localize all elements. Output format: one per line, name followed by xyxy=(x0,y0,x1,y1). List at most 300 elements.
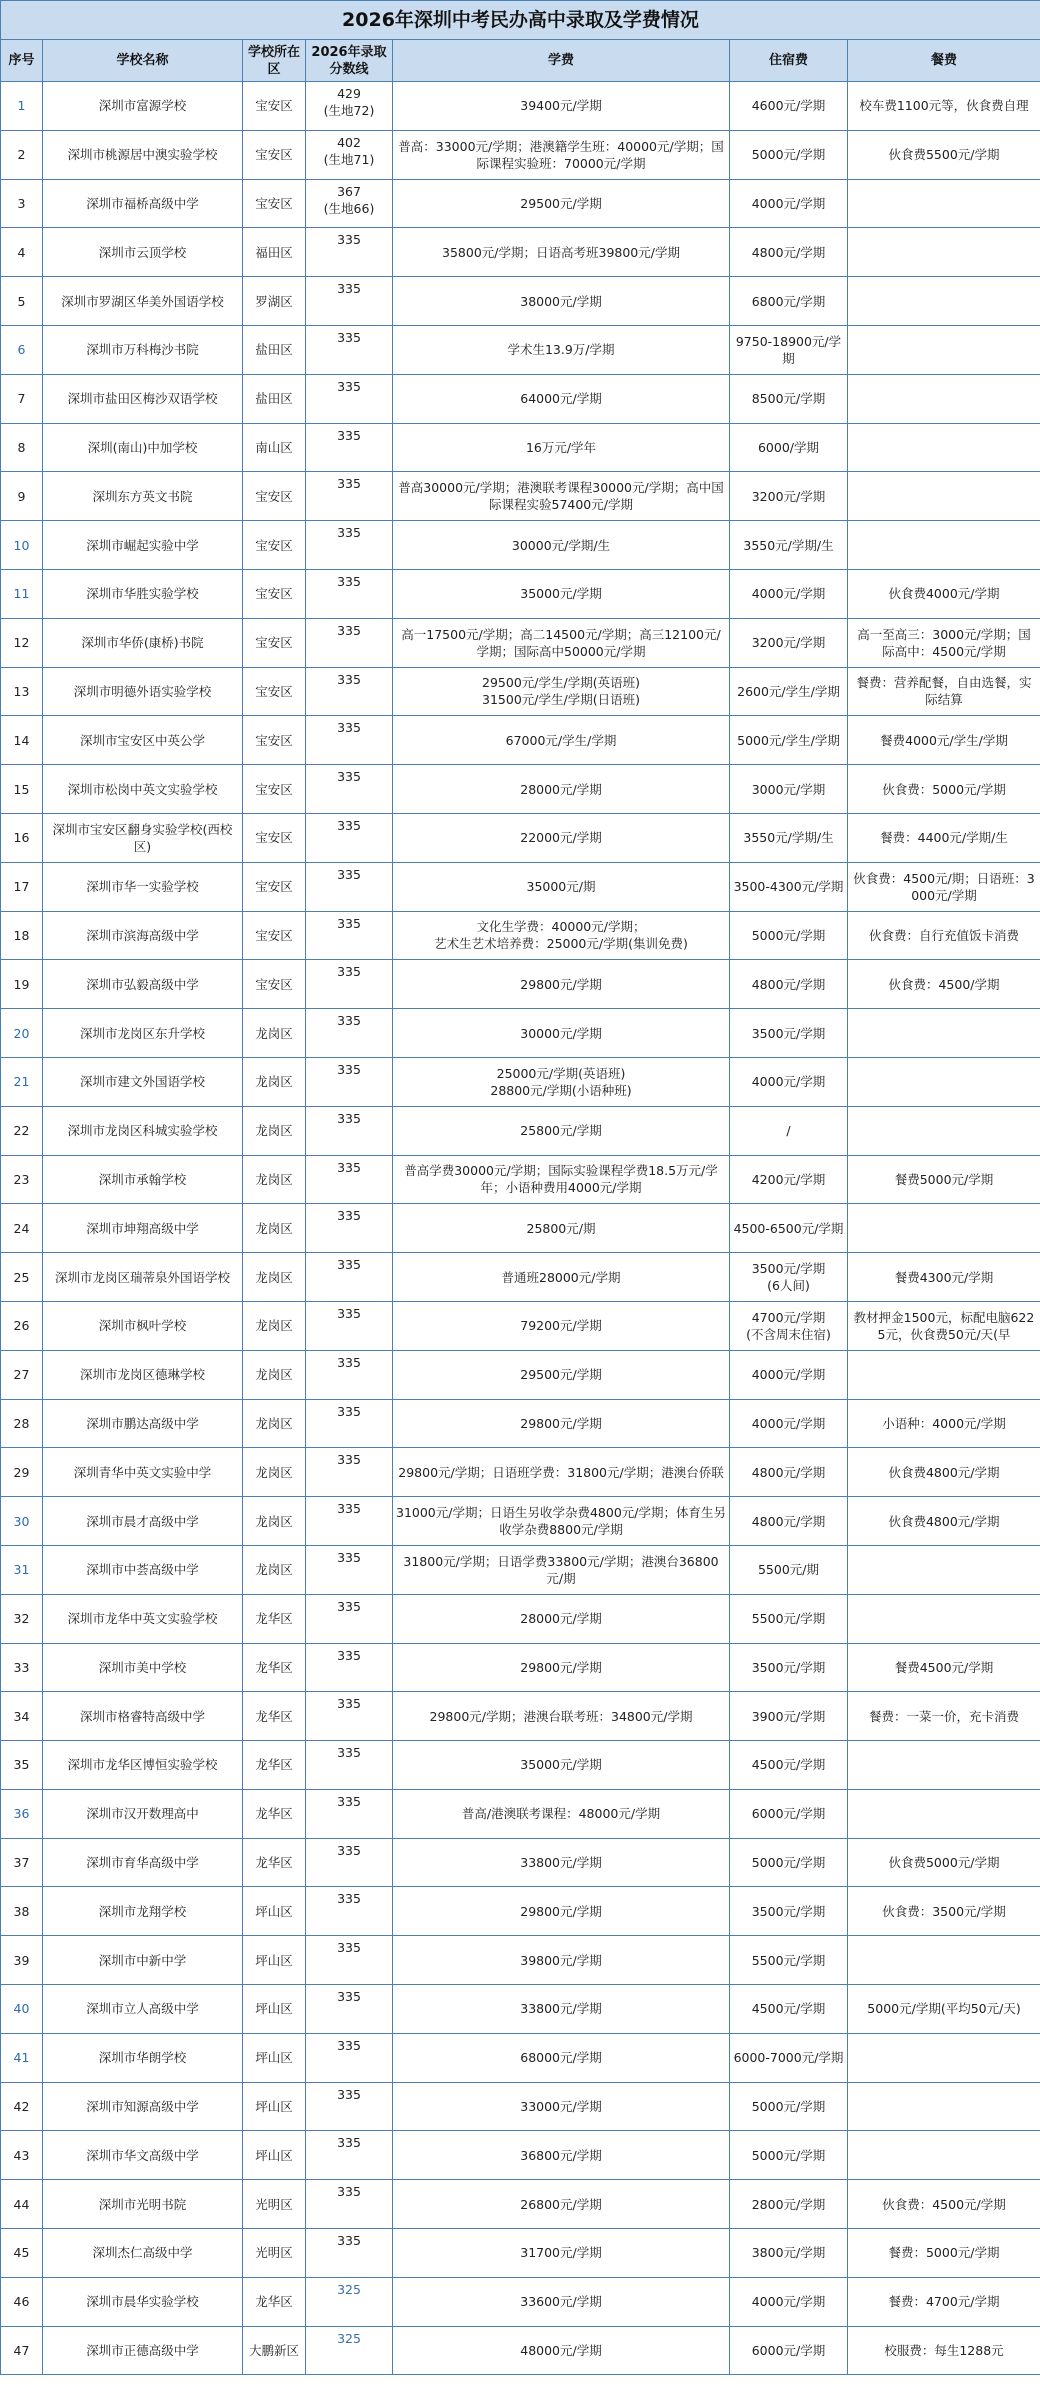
cell-score: 335 xyxy=(306,1057,393,1106)
cell-tuition: 33600元/学期 xyxy=(393,2277,730,2326)
cell-housing: 4500元/学期 xyxy=(730,1741,848,1790)
cell-district: 龙岗区 xyxy=(243,1057,306,1106)
table-row xyxy=(1,911,1040,960)
cell-district: 宝安区 xyxy=(243,960,306,1009)
cell-score: 335 xyxy=(306,374,393,423)
cell-tuition: 22000元/学期 xyxy=(393,813,730,862)
cell-tuition: 35000元/期 xyxy=(393,862,730,911)
cell-tuition: 普高30000元/学期；港澳联考课程30000元/学期；高中国际课程实验57400元/学期 xyxy=(393,472,730,521)
cell-district: 宝安区 xyxy=(243,82,306,131)
cell-seq: 32 xyxy=(1,1594,43,1643)
cell-district: 宝安区 xyxy=(243,569,306,618)
cell-district: 龙岗区 xyxy=(243,1350,306,1399)
cell-school-name: 深圳市弘毅高级中学 xyxy=(43,960,243,1009)
cell-meal xyxy=(848,1936,1040,1985)
cell-district: 光明区 xyxy=(243,2229,306,2278)
cell-meal xyxy=(848,1057,1040,1106)
cell-district: 坪山区 xyxy=(243,1887,306,1936)
cell-district: 龙华区 xyxy=(243,1643,306,1692)
table-row xyxy=(1,1497,1040,1546)
cell-seq: 23 xyxy=(1,1155,43,1204)
cell-score: 335 xyxy=(306,2131,393,2180)
cell-school-name: 深圳市育华高级中学 xyxy=(43,1838,243,1887)
table-row xyxy=(1,2131,1040,2180)
table-row xyxy=(1,2277,1040,2326)
cell-school-name: 深圳市明德外语实验学校 xyxy=(43,667,243,716)
cell-seq: 9 xyxy=(1,472,43,521)
cell-district: 龙华区 xyxy=(243,2277,306,2326)
table-row xyxy=(1,82,1040,131)
cell-district: 宝安区 xyxy=(243,618,306,667)
cell-seq: 25 xyxy=(1,1253,43,1302)
cell-district: 宝安区 xyxy=(243,813,306,862)
cell-seq: 13 xyxy=(1,667,43,716)
table-row xyxy=(1,569,1040,618)
cell-housing: 5500元/期 xyxy=(730,1545,848,1594)
cell-seq: 8 xyxy=(1,423,43,472)
cell-district: 南山区 xyxy=(243,423,306,472)
cell-housing: 4800元/学期 xyxy=(730,1448,848,1497)
cell-meal: 伙食费：4500元/期；日语班：3000元/学期 xyxy=(848,862,1040,911)
cell-seq: 1 xyxy=(1,82,43,131)
cell-housing: 5000元/学期 xyxy=(730,1838,848,1887)
cell-score: 335 xyxy=(306,1253,393,1302)
cell-meal: 伙食费：自行充值饭卡消费 xyxy=(848,911,1040,960)
table-row xyxy=(1,1106,1040,1155)
cell-score: 335 xyxy=(306,1887,393,1936)
cell-meal xyxy=(848,1594,1040,1643)
cell-housing: 4800元/学期 xyxy=(730,960,848,1009)
table-body xyxy=(1,82,1040,2375)
cell-school-name: 深圳市富源学校 xyxy=(43,82,243,131)
cell-score: 335 xyxy=(306,1985,393,2034)
cell-housing: 6000/学期 xyxy=(730,423,848,472)
cell-seq: 35 xyxy=(1,1741,43,1790)
cell-tuition: 35000元/学期 xyxy=(393,569,730,618)
cell-school-name: 深圳市宝安区中英公学 xyxy=(43,716,243,765)
cell-score: 335 xyxy=(306,1204,393,1253)
cell-tuition: 25800元/期 xyxy=(393,1204,730,1253)
cell-housing: 3500元/学期 (6人间) xyxy=(730,1253,848,1302)
cell-housing: 3000元/学期 xyxy=(730,765,848,814)
cell-score: 335 xyxy=(306,1838,393,1887)
table-row xyxy=(1,1204,1040,1253)
header-district: 学校所在区 xyxy=(243,40,306,82)
table-row xyxy=(1,521,1040,570)
cell-school-name: 深圳市华朗学校 xyxy=(43,2033,243,2082)
cell-school-name: 深圳市龙岗区德琳学校 xyxy=(43,1350,243,1399)
cell-district: 宝安区 xyxy=(243,179,306,228)
cell-seq: 2 xyxy=(1,130,43,179)
cell-school-name: 深圳市桃源居中澳实验学校 xyxy=(43,130,243,179)
cell-meal: 伙食费：5000元/学期 xyxy=(848,765,1040,814)
table-row xyxy=(1,618,1040,667)
cell-school-name: 深圳市松岗中英文实验学校 xyxy=(43,765,243,814)
cell-tuition: 29800元/学期 xyxy=(393,960,730,1009)
cell-seq: 12 xyxy=(1,618,43,667)
cell-meal xyxy=(848,423,1040,472)
cell-district: 龙岗区 xyxy=(243,1545,306,1594)
cell-score: 335 xyxy=(306,2229,393,2278)
cell-tuition: 29800元/学期；日语班学费：31800元/学期；港澳台侨联 xyxy=(393,1448,730,1497)
cell-seq: 26 xyxy=(1,1301,43,1350)
table-row xyxy=(1,1741,1040,1790)
cell-district: 宝安区 xyxy=(243,862,306,911)
header-tuition: 学费 xyxy=(393,40,730,82)
cell-meal xyxy=(848,179,1040,228)
table-row xyxy=(1,1594,1040,1643)
cell-housing: 4000元/学期 xyxy=(730,569,848,618)
table-row xyxy=(1,765,1040,814)
cell-district: 龙岗区 xyxy=(243,1106,306,1155)
cell-tuition: 35000元/学期 xyxy=(393,1741,730,1790)
cell-meal: 5000元/学期(平均50元/天) xyxy=(848,1985,1040,2034)
cell-tuition: 33800元/学期 xyxy=(393,1838,730,1887)
cell-score: 335 xyxy=(306,1106,393,1155)
cell-tuition: 39400元/学期 xyxy=(393,82,730,131)
cell-score: 335 xyxy=(306,1497,393,1546)
cell-housing: 5000元/学期 xyxy=(730,130,848,179)
cell-tuition: 普通班28000元/学期 xyxy=(393,1253,730,1302)
table-row xyxy=(1,179,1040,228)
cell-school-name: 深圳市崛起实验中学 xyxy=(43,521,243,570)
cell-seq: 33 xyxy=(1,1643,43,1692)
cell-meal: 伙食费4800元/学期 xyxy=(848,1448,1040,1497)
cell-school-name: 深圳市华胜实验学校 xyxy=(43,569,243,618)
table-row xyxy=(1,277,1040,326)
cell-tuition: 29800元/学期；港澳台联考班：34800元/学期 xyxy=(393,1692,730,1741)
cell-score: 335 xyxy=(306,716,393,765)
cell-seq: 47 xyxy=(1,2326,43,2375)
cell-meal: 餐费4300元/学期 xyxy=(848,1253,1040,1302)
cell-seq: 28 xyxy=(1,1399,43,1448)
cell-school-name: 深圳市光明书院 xyxy=(43,2180,243,2229)
cell-school-name: 深圳市万科梅沙书院 xyxy=(43,325,243,374)
cell-meal xyxy=(848,521,1040,570)
cell-meal xyxy=(848,1106,1040,1155)
cell-district: 坪山区 xyxy=(243,2082,306,2131)
cell-district: 坪山区 xyxy=(243,2033,306,2082)
cell-tuition: 67000元/学生/学期 xyxy=(393,716,730,765)
cell-housing: 3200元/学期 xyxy=(730,618,848,667)
cell-seq: 41 xyxy=(1,2033,43,2082)
cell-housing: 4500元/学期 xyxy=(730,1985,848,2034)
cell-district: 龙岗区 xyxy=(243,1155,306,1204)
cell-score: 335 xyxy=(306,1399,393,1448)
table-row xyxy=(1,130,1040,179)
cell-meal: 餐费4500元/学期 xyxy=(848,1643,1040,1692)
cell-score: 335 xyxy=(306,1301,393,1350)
cell-seq: 40 xyxy=(1,1985,43,2034)
cell-tuition: 33800元/学期 xyxy=(393,1985,730,2034)
cell-tuition: 36800元/学期 xyxy=(393,2131,730,2180)
table-row xyxy=(1,1009,1040,1058)
cell-school-name: 深圳市云顶学校 xyxy=(43,228,243,277)
cell-housing: 6000-7000元/学期 xyxy=(730,2033,848,2082)
cell-housing: 3550元/学期/生 xyxy=(730,521,848,570)
cell-district: 盐田区 xyxy=(243,374,306,423)
table-row xyxy=(1,1985,1040,2034)
cell-score: 367 (生地66) xyxy=(306,179,393,228)
cell-score: 335 xyxy=(306,1936,393,1985)
cell-seq: 31 xyxy=(1,1545,43,1594)
cell-district: 龙岗区 xyxy=(243,1301,306,1350)
cell-tuition: 29500元/学生/学期(英语班) 31500元/学生/学期(日语班) xyxy=(393,667,730,716)
cell-school-name: 深圳东方英文书院 xyxy=(43,472,243,521)
cell-seq: 11 xyxy=(1,569,43,618)
cell-housing: 3500元/学期 xyxy=(730,1643,848,1692)
cell-district: 龙华区 xyxy=(243,1594,306,1643)
cell-housing: 4000元/学期 xyxy=(730,1350,848,1399)
cell-district: 光明区 xyxy=(243,2180,306,2229)
header-score: 2026年录取分数线 xyxy=(306,40,393,82)
table-row xyxy=(1,2229,1040,2278)
cell-tuition: 38000元/学期 xyxy=(393,277,730,326)
cell-meal: 伙食费5000元/学期 xyxy=(848,1838,1040,1887)
cell-housing: 4700元/学期 (不含周末住宿) xyxy=(730,1301,848,1350)
cell-meal xyxy=(848,472,1040,521)
cell-seq: 43 xyxy=(1,2131,43,2180)
cell-score: 335 xyxy=(306,1692,393,1741)
cell-seq: 6 xyxy=(1,325,43,374)
cell-housing: 2600元/学生/学期 xyxy=(730,667,848,716)
cell-school-name: 深圳市龙岗区东升学校 xyxy=(43,1009,243,1058)
cell-seq: 24 xyxy=(1,1204,43,1253)
table-row xyxy=(1,1155,1040,1204)
cell-seq: 38 xyxy=(1,1887,43,1936)
cell-housing: / xyxy=(730,1106,848,1155)
cell-tuition: 29500元/学期 xyxy=(393,179,730,228)
table-row xyxy=(1,960,1040,1009)
cell-score: 335 xyxy=(306,862,393,911)
cell-tuition: 48000元/学期 xyxy=(393,2326,730,2375)
cell-school-name: 深圳市鹏达高级中学 xyxy=(43,1399,243,1448)
cell-school-name: 深圳市中新中学 xyxy=(43,1936,243,1985)
cell-housing: 5000元/学生/学期 xyxy=(730,716,848,765)
cell-tuition: 33000元/学期 xyxy=(393,2082,730,2131)
cell-tuition: 35800元/学期；日语高考班39800元/学期 xyxy=(393,228,730,277)
cell-tuition: 29800元/学期 xyxy=(393,1643,730,1692)
cell-district: 龙岗区 xyxy=(243,1009,306,1058)
cell-tuition: 39800元/学期 xyxy=(393,1936,730,1985)
cell-seq: 19 xyxy=(1,960,43,1009)
cell-meal xyxy=(848,228,1040,277)
cell-meal: 伙食费：4500元/学期 xyxy=(848,2180,1040,2229)
cell-school-name: 深圳市龙岗区瑞蒂泉外国语学校 xyxy=(43,1253,243,1302)
cell-housing: 4500-6500元/学期 xyxy=(730,1204,848,1253)
cell-district: 龙岗区 xyxy=(243,1448,306,1497)
cell-district: 坪山区 xyxy=(243,1985,306,2034)
cell-tuition: 29800元/学期 xyxy=(393,1887,730,1936)
cell-tuition: 普高学费30000元/学期；国际实验课程学费18.5万元/学年；小语种费用4000元/学期 xyxy=(393,1155,730,1204)
cell-meal: 餐费4000元/学生/学期 xyxy=(848,716,1040,765)
cell-district: 宝安区 xyxy=(243,716,306,765)
cell-school-name: 深圳市正德高级中学 xyxy=(43,2326,243,2375)
cell-tuition: 普高：33000元/学期；港澳籍学生班：40000元/学期；国际课程实验班：70000元/学期 xyxy=(393,130,730,179)
cell-score: 335 xyxy=(306,911,393,960)
cell-tuition: 28000元/学期 xyxy=(393,1594,730,1643)
table-row xyxy=(1,228,1040,277)
cell-score: 335 xyxy=(306,1448,393,1497)
table-row xyxy=(1,1253,1040,1302)
cell-district: 宝安区 xyxy=(243,521,306,570)
cell-score: 335 xyxy=(306,1594,393,1643)
cell-seq: 5 xyxy=(1,277,43,326)
cell-meal: 伙食费4800元/学期 xyxy=(848,1497,1040,1546)
cell-seq: 42 xyxy=(1,2082,43,2131)
cell-school-name: 深圳青华中英文实验中学 xyxy=(43,1448,243,1497)
cell-housing: 5000元/学期 xyxy=(730,2082,848,2131)
table-row xyxy=(1,1789,1040,1838)
table-row xyxy=(1,1887,1040,1936)
header-seq: 序号 xyxy=(1,40,43,82)
cell-score: 335 xyxy=(306,2082,393,2131)
table-row xyxy=(1,374,1040,423)
cell-seq: 7 xyxy=(1,374,43,423)
cell-tuition: 68000元/学期 xyxy=(393,2033,730,2082)
cell-score: 402 (生地71) xyxy=(306,130,393,179)
cell-housing: 5000元/学期 xyxy=(730,2131,848,2180)
cell-district: 宝安区 xyxy=(243,667,306,716)
cell-housing: 3800元/学期 xyxy=(730,2229,848,2278)
cell-housing: 6000元/学期 xyxy=(730,1789,848,1838)
cell-seq: 17 xyxy=(1,862,43,911)
cell-score: 335 xyxy=(306,1009,393,1058)
cell-housing: 3550元/学期/生 xyxy=(730,813,848,862)
cell-seq: 46 xyxy=(1,2277,43,2326)
cell-school-name: 深圳市立人高级中学 xyxy=(43,1985,243,2034)
cell-meal: 餐费：4700元/学期 xyxy=(848,2277,1040,2326)
cell-score: 335 xyxy=(306,2180,393,2229)
cell-score: 335 xyxy=(306,1643,393,1692)
cell-tuition: 文化生学费：40000元/学期； 艺术生艺术培养费：25000元/学期(集训免费) xyxy=(393,911,730,960)
cell-score: 335 xyxy=(306,1741,393,1790)
cell-housing: 3500元/学期 xyxy=(730,1887,848,1936)
cell-seq: 27 xyxy=(1,1350,43,1399)
cell-district: 大鹏新区 xyxy=(243,2326,306,2375)
cell-school-name: 深圳市龙华区博恒实验学校 xyxy=(43,1741,243,1790)
cell-district: 龙华区 xyxy=(243,1789,306,1838)
cell-district: 龙华区 xyxy=(243,1741,306,1790)
cell-meal xyxy=(848,277,1040,326)
table-row xyxy=(1,862,1040,911)
cell-housing: 4000元/学期 xyxy=(730,1399,848,1448)
cell-district: 宝安区 xyxy=(243,130,306,179)
cell-score: 335 xyxy=(306,667,393,716)
cell-tuition: 29500元/学期 xyxy=(393,1350,730,1399)
cell-school-name: 深圳市宝安区翻身实验学校(西校区) xyxy=(43,813,243,862)
cell-seq: 45 xyxy=(1,2229,43,2278)
header-school-name: 学校名称 xyxy=(43,40,243,82)
cell-district: 福田区 xyxy=(243,228,306,277)
cell-housing: 9750-18900元/学期 xyxy=(730,325,848,374)
cell-tuition: 30000元/学期/生 xyxy=(393,521,730,570)
cell-district: 龙华区 xyxy=(243,1838,306,1887)
cell-tuition: 30000元/学期 xyxy=(393,1009,730,1058)
cell-school-name: 深圳市美中学校 xyxy=(43,1643,243,1692)
cell-score: 325 xyxy=(306,2277,393,2326)
cell-district: 坪山区 xyxy=(243,1936,306,1985)
cell-housing: 4000元/学期 xyxy=(730,2277,848,2326)
cell-seq: 20 xyxy=(1,1009,43,1058)
cell-housing: 5000元/学期 xyxy=(730,911,848,960)
cell-school-name: 深圳杰仁高级中学 xyxy=(43,2229,243,2278)
cell-tuition: 28000元/学期 xyxy=(393,765,730,814)
cell-score: 335 xyxy=(306,423,393,472)
table-row xyxy=(1,1838,1040,1887)
table-row xyxy=(1,2326,1040,2375)
cell-tuition: 25000元/学期(英语班) 28800元/学期(小语种班) xyxy=(393,1057,730,1106)
cell-school-name: 深圳(南山)中加学校 xyxy=(43,423,243,472)
cell-meal: 伙食费5500元/学期 xyxy=(848,130,1040,179)
cell-seq: 34 xyxy=(1,1692,43,1741)
cell-housing: 6800元/学期 xyxy=(730,277,848,326)
cell-housing: 2800元/学期 xyxy=(730,2180,848,2229)
cell-school-name: 深圳市格睿特高级中学 xyxy=(43,1692,243,1741)
cell-seq: 30 xyxy=(1,1497,43,1546)
cell-score: 335 xyxy=(306,618,393,667)
cell-housing: 3500-4300元/学期 xyxy=(730,862,848,911)
cell-school-name: 深圳市建文外国语学校 xyxy=(43,1057,243,1106)
cell-tuition: 高一17500元/学期；高二14500元/学期；高三12100元/学期；国际高中50000元/学期 xyxy=(393,618,730,667)
cell-district: 盐田区 xyxy=(243,325,306,374)
cell-school-name: 深圳市盐田区梅沙双语学校 xyxy=(43,374,243,423)
cell-school-name: 深圳市坤翔高级中学 xyxy=(43,1204,243,1253)
cell-tuition: 79200元/学期 xyxy=(393,1301,730,1350)
cell-seq: 10 xyxy=(1,521,43,570)
cell-school-name: 深圳市龙翔学校 xyxy=(43,1887,243,1936)
cell-seq: 36 xyxy=(1,1789,43,1838)
cell-school-name: 深圳市承翰学校 xyxy=(43,1155,243,1204)
cell-score: 335 xyxy=(306,765,393,814)
cell-meal: 餐费：营养配餐，自由选餐，实际结算 xyxy=(848,667,1040,716)
cell-meal xyxy=(848,1545,1040,1594)
cell-meal xyxy=(848,2131,1040,2180)
cell-tuition: 普高/港澳联考课程：48000元/学期 xyxy=(393,1789,730,1838)
cell-seq: 39 xyxy=(1,1936,43,1985)
cell-meal: 校服费：每生1288元 xyxy=(848,2326,1040,2375)
cell-meal: 校车费1100元等，伙食费自理 xyxy=(848,82,1040,131)
table-row xyxy=(1,813,1040,862)
cell-district: 坪山区 xyxy=(243,2131,306,2180)
cell-district: 龙岗区 xyxy=(243,1399,306,1448)
cell-meal xyxy=(848,1009,1040,1058)
cell-school-name: 深圳市汉开数理高中 xyxy=(43,1789,243,1838)
cell-district: 宝安区 xyxy=(243,765,306,814)
table-row xyxy=(1,472,1040,521)
cell-meal: 教材押金1500元，标配电脑6225元，伙食费50元/天(早 xyxy=(848,1301,1040,1350)
cell-school-name: 深圳市福桥高级中学 xyxy=(43,179,243,228)
cell-tuition: 25800元/学期 xyxy=(393,1106,730,1155)
cell-school-name: 深圳市知源高级中学 xyxy=(43,2082,243,2131)
cell-housing: 8500元/学期 xyxy=(730,374,848,423)
cell-meal: 伙食费：3500元/学期 xyxy=(848,1887,1040,1936)
cell-meal xyxy=(848,1741,1040,1790)
cell-school-name: 深圳市滨海高级中学 xyxy=(43,911,243,960)
cell-school-name: 深圳市龙华中英文实验学校 xyxy=(43,1594,243,1643)
cell-school-name: 深圳市枫叶学校 xyxy=(43,1301,243,1350)
cell-score: 335 xyxy=(306,960,393,1009)
header-housing: 住宿费 xyxy=(730,40,848,82)
cell-housing: 4800元/学期 xyxy=(730,1497,848,1546)
table-row xyxy=(1,2033,1040,2082)
table-row xyxy=(1,1301,1040,1350)
cell-meal: 高一至高三：3000元/学期；国际高中：4500元/学期 xyxy=(848,618,1040,667)
table-row xyxy=(1,2180,1040,2229)
cell-score: 335 xyxy=(306,228,393,277)
cell-housing: 5500元/学期 xyxy=(730,1594,848,1643)
cell-seq: 44 xyxy=(1,2180,43,2229)
